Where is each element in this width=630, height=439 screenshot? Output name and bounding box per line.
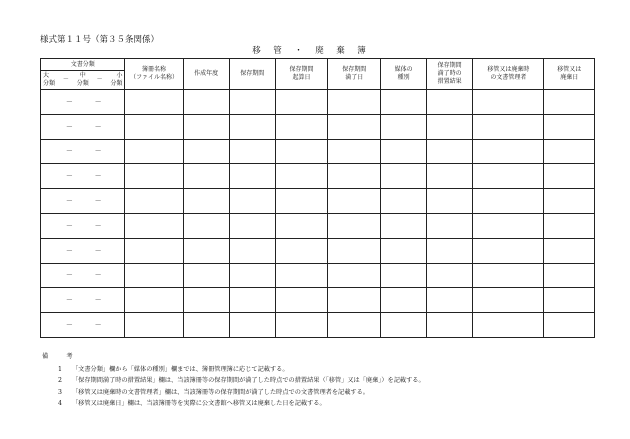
empty-cell[interactable] bbox=[183, 164, 229, 189]
table-row bbox=[41, 139, 595, 164]
empty-cell[interactable] bbox=[275, 139, 328, 164]
empty-cell[interactable] bbox=[544, 263, 595, 288]
empty-cell[interactable] bbox=[229, 288, 275, 313]
table-row bbox=[41, 90, 595, 115]
header-media-type: 媒体の 種別 bbox=[381, 59, 427, 90]
empty-cell[interactable] bbox=[381, 114, 427, 139]
remark-item bbox=[42, 398, 425, 410]
empty-cell[interactable] bbox=[275, 164, 328, 189]
empty-cell[interactable] bbox=[229, 213, 275, 238]
category-separator: － bbox=[94, 97, 102, 106]
empty-cell[interactable] bbox=[275, 114, 328, 139]
remark-text: 「移管又は廃棄日」欄は、当該簿冊等を実際に公文書館へ移管又は廃棄した日を記載する。 bbox=[72, 400, 326, 407]
category-separator: － bbox=[65, 97, 73, 106]
category-cell[interactable] bbox=[41, 114, 125, 139]
category-separator: － bbox=[94, 172, 102, 181]
table-row bbox=[41, 164, 595, 189]
empty-cell[interactable] bbox=[125, 139, 183, 164]
empty-cell[interactable] bbox=[183, 213, 229, 238]
table-row bbox=[41, 213, 595, 238]
empty-cell[interactable] bbox=[125, 238, 183, 263]
remark-text: 「文書分類」欄から「媒体の種別」欄までは、簿冊管理簿に応じて記載する。 bbox=[72, 365, 289, 373]
category-separator: － bbox=[65, 197, 73, 206]
header-large-category: 大 分類 bbox=[43, 72, 56, 87]
header-measure-result: 保存期間 満了時の 措置結果 bbox=[427, 59, 473, 90]
table-row bbox=[41, 189, 595, 214]
category-cell[interactable] bbox=[41, 213, 125, 238]
remark-number: 3 bbox=[58, 388, 62, 396]
category-separator: － bbox=[65, 271, 73, 280]
category-separator: － bbox=[94, 271, 102, 280]
empty-cell[interactable] bbox=[427, 213, 473, 238]
remark-item bbox=[42, 375, 425, 387]
empty-cell[interactable] bbox=[328, 139, 381, 164]
empty-cell[interactable] bbox=[125, 189, 183, 214]
remarks-section bbox=[42, 351, 425, 410]
empty-cell[interactable] bbox=[544, 90, 595, 115]
empty-cell[interactable] bbox=[427, 238, 473, 263]
empty-cell[interactable] bbox=[183, 114, 229, 139]
empty-cell[interactable] bbox=[473, 288, 544, 313]
category-separator: － bbox=[65, 147, 73, 156]
empty-cell[interactable] bbox=[544, 213, 595, 238]
empty-cell[interactable] bbox=[275, 288, 328, 313]
header-small-category: 小 分類 bbox=[110, 72, 123, 87]
header-file-name: 簿冊名称 （ファイル名称） bbox=[125, 59, 183, 90]
empty-cell[interactable] bbox=[229, 114, 275, 139]
empty-cell[interactable] bbox=[473, 238, 544, 263]
empty-cell[interactable] bbox=[183, 139, 229, 164]
transfer-disposal-register-table bbox=[40, 58, 595, 338]
empty-cell[interactable] bbox=[328, 114, 381, 139]
header-retention-end: 保存期間 満了日 bbox=[328, 59, 381, 90]
category-separator: － bbox=[94, 246, 102, 255]
table-row bbox=[41, 288, 595, 313]
category-cell[interactable] bbox=[41, 164, 125, 189]
empty-cell[interactable] bbox=[125, 164, 183, 189]
header-document-category: 文書分類 bbox=[41, 59, 125, 71]
empty-cell[interactable] bbox=[427, 263, 473, 288]
category-cell[interactable] bbox=[41, 139, 125, 164]
empty-cell[interactable] bbox=[125, 213, 183, 238]
header-middle-category: 中 分類 bbox=[76, 72, 89, 87]
empty-cell[interactable] bbox=[381, 90, 427, 115]
header-retention-period: 保存期間 bbox=[229, 59, 275, 90]
empty-cell[interactable] bbox=[427, 90, 473, 115]
table-row bbox=[41, 263, 595, 288]
empty-cell[interactable] bbox=[328, 238, 381, 263]
header-retention-start: 保存期間 起算日 bbox=[275, 59, 328, 90]
empty-cell[interactable] bbox=[328, 288, 381, 313]
category-separator: － bbox=[65, 246, 73, 255]
header-sep-1: － bbox=[62, 76, 69, 83]
empty-cell[interactable] bbox=[544, 164, 595, 189]
remark-number: 4 bbox=[58, 400, 62, 407]
category-separator: － bbox=[94, 296, 102, 305]
empty-cell[interactable] bbox=[183, 313, 229, 338]
remark-text: 「保存期間満了時の措置結果」欄は、当該簿冊等の保存期間が満了した時点での措置結果（「移管」又は「廃棄」）を記載する。 bbox=[72, 377, 425, 384]
empty-cell[interactable] bbox=[473, 213, 544, 238]
empty-cell[interactable] bbox=[544, 139, 595, 164]
empty-cell[interactable] bbox=[229, 139, 275, 164]
empty-cell[interactable] bbox=[544, 114, 595, 139]
category-cell[interactable] bbox=[41, 313, 125, 338]
empty-cell[interactable] bbox=[183, 189, 229, 214]
empty-cell[interactable] bbox=[125, 288, 183, 313]
empty-cell[interactable] bbox=[381, 213, 427, 238]
empty-cell[interactable] bbox=[229, 238, 275, 263]
empty-cell[interactable] bbox=[229, 90, 275, 115]
empty-cell[interactable] bbox=[229, 263, 275, 288]
empty-cell[interactable] bbox=[183, 90, 229, 115]
header-year-created: 作成年度 bbox=[183, 59, 229, 90]
empty-cell[interactable] bbox=[473, 263, 544, 288]
empty-cell[interactable] bbox=[381, 238, 427, 263]
empty-cell[interactable] bbox=[427, 189, 473, 214]
empty-cell[interactable] bbox=[381, 164, 427, 189]
remark-item bbox=[42, 387, 425, 399]
empty-cell[interactable] bbox=[183, 263, 229, 288]
empty-cell[interactable] bbox=[275, 189, 328, 214]
category-separator: － bbox=[94, 122, 102, 131]
empty-cell[interactable] bbox=[125, 263, 183, 288]
category-separator: － bbox=[65, 122, 73, 131]
empty-cell[interactable] bbox=[125, 114, 183, 139]
empty-cell[interactable] bbox=[427, 139, 473, 164]
remark-number: 2 bbox=[58, 377, 62, 384]
empty-cell[interactable] bbox=[427, 114, 473, 139]
empty-cell[interactable] bbox=[125, 313, 183, 338]
empty-cell[interactable] bbox=[473, 164, 544, 189]
empty-cell[interactable] bbox=[183, 288, 229, 313]
empty-cell[interactable] bbox=[229, 189, 275, 214]
empty-cell[interactable] bbox=[427, 288, 473, 313]
header-manager: 移管又は廃棄時 の文書管理者 bbox=[473, 59, 544, 90]
category-cell[interactable] bbox=[41, 90, 125, 115]
empty-cell[interactable] bbox=[229, 164, 275, 189]
remarks-title: 備 考 bbox=[42, 353, 79, 360]
empty-cell[interactable] bbox=[328, 90, 381, 115]
category-separator: － bbox=[94, 197, 102, 206]
empty-cell[interactable] bbox=[125, 90, 183, 115]
category-separator: － bbox=[94, 147, 102, 156]
header-sep-2: － bbox=[96, 76, 103, 83]
empty-cell[interactable] bbox=[544, 238, 595, 263]
category-separator: － bbox=[65, 296, 73, 305]
empty-cell[interactable] bbox=[183, 238, 229, 263]
empty-cell[interactable] bbox=[381, 139, 427, 164]
table-row bbox=[41, 238, 595, 263]
header-transfer-date: 移管又は 廃棄日 bbox=[544, 59, 595, 90]
empty-cell[interactable] bbox=[473, 139, 544, 164]
header-category-subdivisions bbox=[41, 71, 125, 90]
empty-cell[interactable] bbox=[381, 263, 427, 288]
remark-number: 1 bbox=[58, 365, 62, 373]
category-separator: － bbox=[65, 321, 73, 330]
empty-cell[interactable] bbox=[328, 313, 381, 338]
empty-cell[interactable] bbox=[275, 90, 328, 115]
empty-cell[interactable] bbox=[328, 213, 381, 238]
empty-cell[interactable] bbox=[473, 90, 544, 115]
empty-cell[interactable] bbox=[381, 313, 427, 338]
category-cell[interactable] bbox=[41, 189, 125, 214]
remark-item bbox=[42, 364, 425, 376]
empty-cell[interactable] bbox=[275, 238, 328, 263]
empty-cell[interactable] bbox=[544, 189, 595, 214]
empty-cell[interactable] bbox=[473, 114, 544, 139]
empty-cell[interactable] bbox=[473, 313, 544, 338]
category-separator: － bbox=[94, 221, 102, 230]
document-title: 移 管 ・ 廃 棄 簿 bbox=[252, 46, 368, 56]
empty-cell[interactable] bbox=[427, 313, 473, 338]
empty-cell[interactable] bbox=[473, 189, 544, 214]
empty-cell[interactable] bbox=[544, 313, 595, 338]
category-separator: － bbox=[65, 221, 73, 230]
category-separator: － bbox=[65, 172, 73, 181]
form-number-label: 様式第１１号（第３５条関係） bbox=[40, 35, 160, 45]
empty-cell[interactable] bbox=[229, 313, 275, 338]
category-separator: － bbox=[94, 321, 102, 330]
empty-cell[interactable] bbox=[275, 313, 328, 338]
empty-cell[interactable] bbox=[328, 263, 381, 288]
empty-cell[interactable] bbox=[328, 164, 381, 189]
empty-cell[interactable] bbox=[275, 263, 328, 288]
category-cell[interactable] bbox=[41, 238, 125, 263]
category-cell[interactable] bbox=[41, 263, 125, 288]
empty-cell[interactable] bbox=[381, 189, 427, 214]
category-cell[interactable] bbox=[41, 288, 125, 313]
empty-cell[interactable] bbox=[544, 288, 595, 313]
empty-cell[interactable] bbox=[427, 164, 473, 189]
empty-cell[interactable] bbox=[328, 189, 381, 214]
empty-cell[interactable] bbox=[275, 213, 328, 238]
table-row bbox=[41, 114, 595, 139]
remark-text: 「移管又は廃棄時の文書管理者」欄は、当該簿冊等の保存期間が満了した時点での文書管理者を記載する。 bbox=[72, 388, 369, 396]
empty-cell[interactable] bbox=[381, 288, 427, 313]
table-row bbox=[41, 313, 595, 338]
